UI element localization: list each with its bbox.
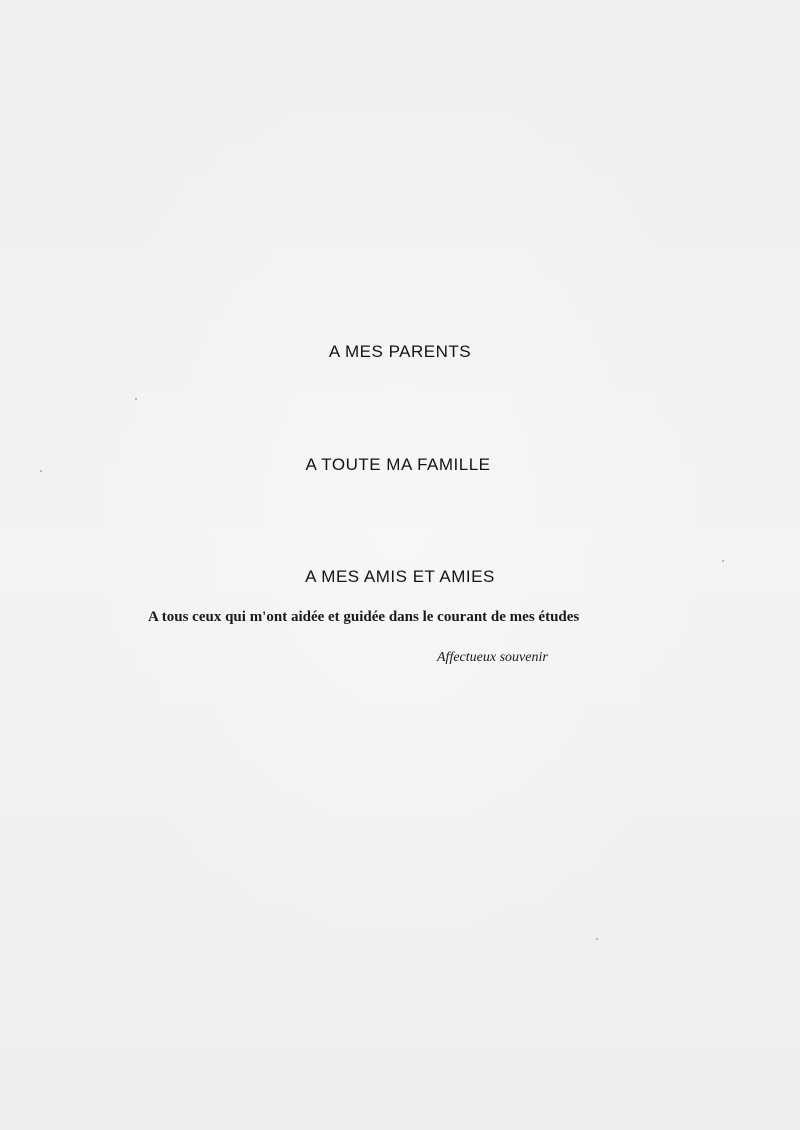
dedication-friends: A MES AMIS ET AMIES	[305, 567, 495, 586]
thanks-line: A tous ceux qui m'ont aidée et guidée dans le courant de mes études	[148, 609, 580, 625]
signature-line: Affectueux souvenir	[437, 650, 548, 665]
dedication-parents: A MES PARENTS	[328, 342, 472, 361]
paper-speck	[135, 398, 137, 400]
paper-speck	[722, 560, 724, 562]
dedication-family: A TOUTE MA FAMILLE	[305, 455, 491, 474]
paper-speck	[596, 938, 598, 940]
